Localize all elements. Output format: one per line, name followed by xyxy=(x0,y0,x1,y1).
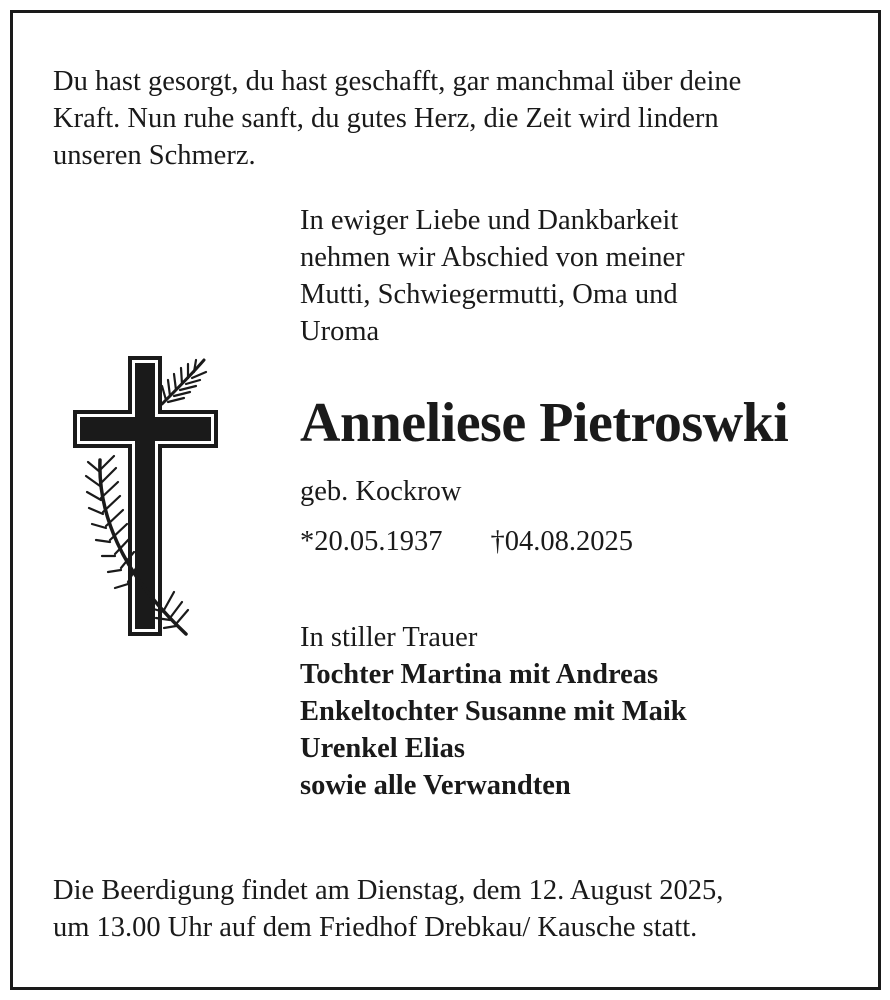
mourner-3: Urenkel Elias xyxy=(300,733,465,764)
poem-verse xyxy=(53,63,741,174)
poem-line-3: unseren Schmerz. xyxy=(53,140,256,171)
life-dates xyxy=(300,523,633,560)
mourning-intro: In stiller Trauer xyxy=(300,622,478,653)
funeral-line-2: um 13.00 Uhr auf dem Friedhof Drebkau/ Kausche statt. xyxy=(53,912,698,943)
intro-line-3: Mutti, Schwiegermutti, Oma und xyxy=(300,279,678,310)
mourners-block xyxy=(300,619,687,804)
mourner-1: Tochter Martina mit Andreas xyxy=(300,659,659,690)
poem-line-2: Kraft. Nun ruhe sanft, du gutes Herz, die Zeit wird lindern xyxy=(53,103,719,134)
intro-line-1: In ewiger Liebe und Dankbarkeit xyxy=(300,205,679,236)
farewell-intro xyxy=(300,202,685,350)
intro-line-4: Uroma xyxy=(300,316,380,347)
mourner-2: Enkeltochter Susanne mit Maik xyxy=(300,696,687,727)
deceased-name: Anneliese Pietroswki xyxy=(300,392,789,454)
birth-date: *20.05.1937 xyxy=(300,526,443,557)
mourner-4: sowie alle Verwandten xyxy=(300,770,571,801)
death-date: †04.08.2025 xyxy=(490,526,633,557)
cross-icon xyxy=(70,352,230,642)
maiden-name: geb. Kockrow xyxy=(300,476,462,507)
funeral-info xyxy=(53,872,723,946)
funeral-line-1: Die Beerdigung findet am Dienstag, dem 12. August 2025, xyxy=(53,875,724,906)
intro-line-2: nehmen wir Abschied von meiner xyxy=(300,242,685,273)
poem-line-1: Du hast gesorgt, du hast geschafft, gar manchmal über deine xyxy=(53,66,742,97)
